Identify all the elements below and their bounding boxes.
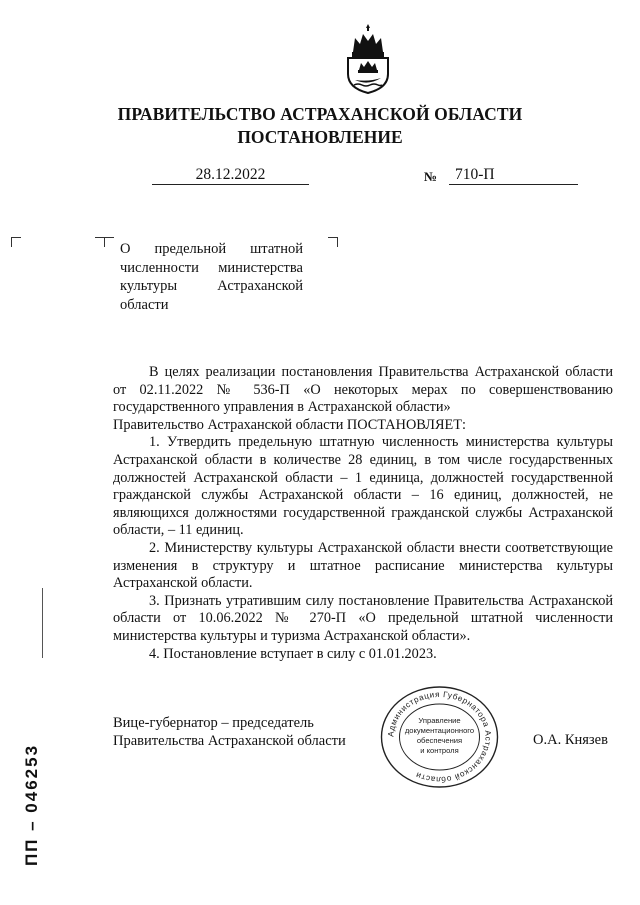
subject-line: культуры Астраханской <box>120 278 303 294</box>
signatory-title-line: Вице-губернатор – председатель <box>113 715 314 731</box>
form-serial-text: ПП – 046253 <box>22 743 41 867</box>
signatory-name: О.А. Князев <box>533 732 608 748</box>
stamp-ring-text: Администрация Губернатора Астраханской области <box>386 689 493 785</box>
signatory-title <box>113 714 346 750</box>
signatory-title-line: Правительства Астраханской области <box>113 733 346 749</box>
clause-4: 4. Постановление вступает в силу с 01.01.2023. <box>149 645 437 662</box>
corner-mark <box>328 237 338 247</box>
coat-of-arms-emblem <box>345 22 391 94</box>
clause-3: 3. Признать утратившим силу постановление Правительства Астраханской области от 10.06.2022 № 270-П «О предельной штатной численности министерства культуры и туризма Астраханской области». <box>113 592 613 644</box>
number-sign: № <box>424 169 438 184</box>
preamble-paragraph: В целях реализации постановления Правительства Астраханской области от 02.11.2022 № 536-П «О некоторых мерах по совершенствованию государственного управления в Астраханской области» <box>113 364 613 416</box>
subject-line: области <box>120 296 169 313</box>
document-body <box>113 364 613 663</box>
organization-title: ПРАВИТЕЛЬСТВО АСТРАХАНСКОЙ ОБЛАСТИ <box>117 104 523 124</box>
stamp-center-line: и контроля <box>420 746 459 755</box>
stamp-center-line: обеспечения <box>416 736 463 745</box>
corner-mark <box>11 237 21 247</box>
form-serial-code <box>12 730 52 880</box>
document-number: 710-П <box>455 166 495 183</box>
clause-2: 2. Министерству культуры Астраханской области внести соответствующие изменения в структуру и штатное расписание министерства культуры Астраханской области. <box>113 539 613 592</box>
subject-line: численности министерства <box>120 259 303 276</box>
document-date: 28.12.2022 <box>152 166 309 185</box>
clause-1: 1. Утвердить предельную штатную численность министерства культуры Астраханской области в количестве 28 единиц, в том числе государственных должностей Астраханской области – 1 единица, должностей государственной гражданской службы Астраханской области – 16 единиц, должностей, не являющихся должностями государственной гражданской службы Астраханской области, – 11 единиц. <box>113 434 613 539</box>
resolution-line: Правительство Астраханской области ПОСТАНОВЛЯЕТ: <box>113 416 466 433</box>
margin-line <box>42 588 43 658</box>
stamp-center-line: Управление <box>418 716 461 725</box>
corner-mark <box>104 237 114 247</box>
document-type-title: ПОСТАНОВЛЕНИЕ <box>237 127 403 147</box>
document-number-field <box>449 166 578 185</box>
official-stamp <box>378 685 501 789</box>
document-subject <box>120 240 303 314</box>
stamp-center-line: документационного <box>404 726 475 735</box>
subject-line: О предельной штатной <box>120 241 303 257</box>
